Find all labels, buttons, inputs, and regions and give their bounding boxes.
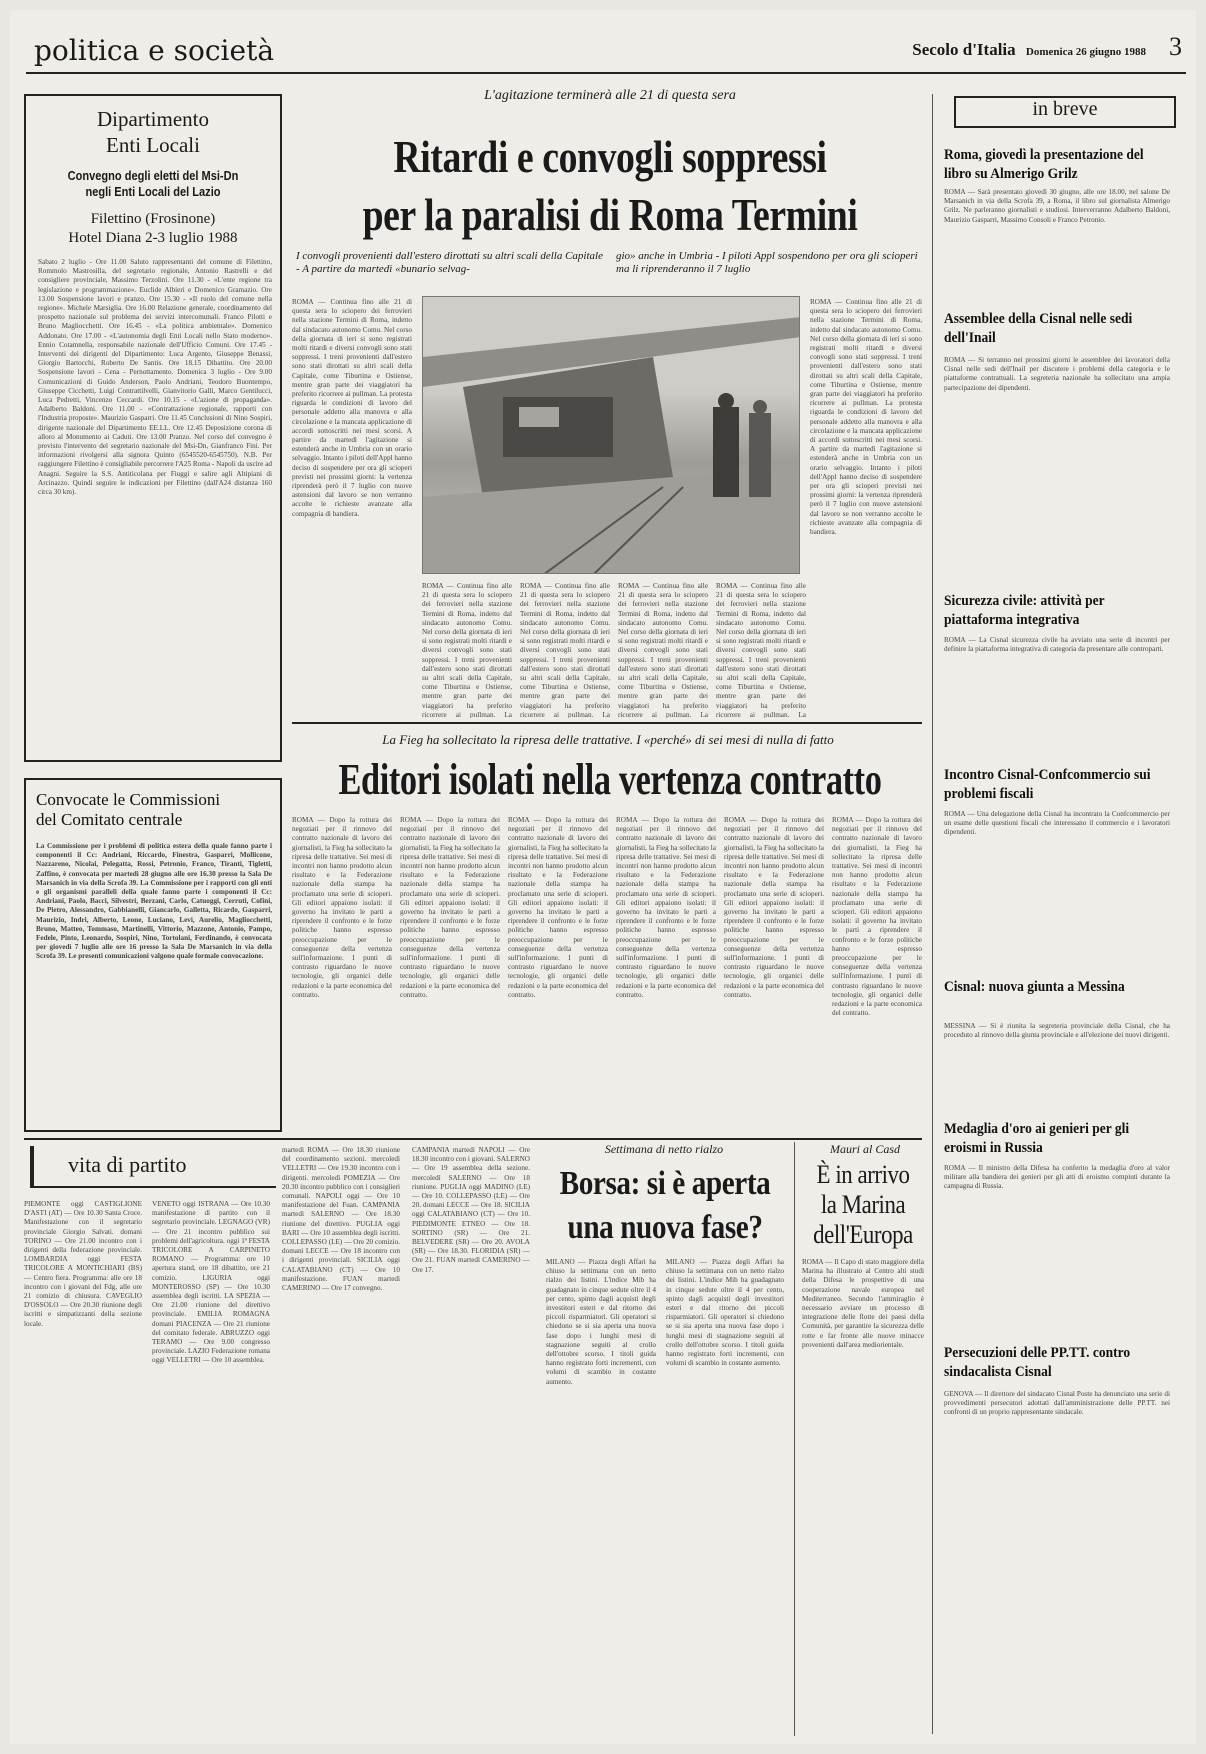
editori-top-rule [292,722,922,724]
editori-col2: ROMA — Dopo la rottura dei negoziati per il rinnovo del contratto nazionale di lavoro dei giornalisti, la Fieg ha sollecitato la ripresa delle trattative. Sei mesi di incontri non hanno prodotto alcun risultato e la Federazione nazionale della stampa ha proclamato una serie di scioperi. Gli editori appaiono isolati: il governo ha invitato le parti a riprendere il confronto e le forze politiche hanno espresso preoccupazione per le conseguenze della vertenza sull'informazione. I punti di contrasto riguardano le nuove tecnologie, gli organici delle redazioni e la parte economica del contratto. [400,816,500,999]
masthead [26,30,1186,74]
borsa-col2: MILANO — Piazza degli Affari ha chiuso la settimana con un netto rialzo dei listini. L'indice Mib ha guadagnato in cinque sedute oltre il 4 per cento, spinto dagli acquisti degli investitori esteri e dal ritorno dei piccoli risparmiatori. Gli operatori si chiedono se si sia aperta una nuova fase dopo i lunghi mesi di stagnazione seguiti al crollo dell'ottobre scorso. I titoli guida hanno registrato forti incrementi, con volumi di scambio in costante aumento. [666,1258,784,1368]
editori-kicker: La Fieg ha sollecitato la ripresa delle trattative. I «perché» di sei mesi di nulla di fatto [382,732,834,747]
inbreve-title-1: Roma, giovedì la presentazione del libro su Almerigo Grilz [944,147,1144,182]
page-number: 3 [1169,32,1182,61]
inbreve-title-3: Sicurezza civile: attività per piattaforma integrativa [944,593,1105,628]
borsa-col1: MILANO — Piazza degli Affari ha chiuso la settimana con un netto rialzo dei listini. L'indice Mib ha guadagnato in cinque sedute oltre il 4 per cento, spinto dagli acquisti degli investitori esteri e dal ritorno dei piccoli risparmiatori. Gli operatori si chiedono se si sia aperta una nuova fase dopo i lunghi mesi di stagnazione seguiti al crollo dell'ottobre scorso. I titoli guida hanno registrato forti incrementi, con volumi di scambio in costante aumento. [546,1258,656,1386]
marina-body: ROMA — Il Capo di stato maggiore della Marina ha illustrato al Centro alti studi della Difesa le prospettive di una cooperazione navale europea nel Mediterraneo. Secondo l'ammiraglio è necessario avviare un processo di integrazione delle flotte dei paesi della Comunità, per garantire la sicurezza delle rotte e far fronte alle nuove minacce provenienti dall'area mediorientale. [802,1258,924,1349]
inbreve-title-2: Assemblee della Cisnal nelle sedi dell'Inail [944,311,1133,346]
inbreve-title-7: Persecuzioni delle PP.TT. contro sindacalista Cisnal [944,1345,1131,1380]
vita-col4: CAMPANIA martedì NAPOLI — Ore 18.30 incontro con i giovani. SALERNO — Ore 19 assemblea della sezione. mercoledì SALERNO — Ore 18 riunione. PUGLIA oggi MADINO (LE) — Ore 10. COLLEPASSO (LE) — Ore 20. domani LECCE — Ore 18. SICILIA oggi CALATABIANO (CT) — Ore 10. PIEDIMONTE ETNEO — Ore 18. SORTINO (SR) — Ore 21. BELVEDERE (SR) — Ore 20. AVOLA (SR) — Ore 18.30. FLORIDIA (SR) — Ore 21. FUAN martedì CAMERINO — Ore 17. [412,1146,530,1274]
photo-illustration [423,297,800,574]
dipartimento-place-line1: Filettino (Frosinone) [90,211,216,227]
dipartimento-title-line1: Dipartimento [97,107,209,131]
marina-headline [804,1160,922,1250]
dipartimento-box [24,94,282,762]
dipartimento-subtitle-line1: Convegno degli eletti del Msi-Dn [67,168,239,183]
main-headline-line2: per la paralisi di Roma Termini [362,189,858,240]
paper-name [912,40,1146,60]
vita-di-partito-label: vita di partito [68,1152,187,1177]
vita-col1: PIEMONTE oggi CASTIGLIONE D'ASTI (AT) — Ore 10.30 Santa Croce. Manifestazione con il segretario provinciale Giorgio Salvati. domani TORINO — Ore 21.00 incontro con i dirigenti della federazione provinciale. LOMBARDIA oggi FESTA TRICOLORE A MONTICHIARI (BS) — Centro fiera. Programma: alle ore 18 incontro con i giovani del Fdg, alle ore 21 comizio di chiusura. CAVEGLIO D'OSSOLO — Ore 20.30 riunione degli iscritti e simpatizzanti della sezione locale. [24,1200,142,1328]
main-article-col6: ROMA — Continua fino alle 21 di questa sera lo sciopero dei ferrovieri nella stazione Termini di Roma, indetto dal sindacato autonomo Comu. Nel corso della giornata di ieri si sono registrati molti ritardi e diversi convogli sono stati soppressi. I treni provenienti dall'estero sono stati dirottati su altri scali della Capitale, come Tiburtina e Ostiense, mentre gran parte dei viaggiatori ha preferito ricorrere ai pullman. La protesta riguarda le condizioni di lavoro del personale addetto alla manovra e alla circolazione e la mancata applicazione di accordi sottoscritti nei mesi scorsi. A partire da martedì l'agitazione si estenderà anche in Umbria con un orario selvaggio. Intanto i piloti dell'Appl hanno deciso di sospendere per ora gli scioperi previsti nei prossimi giorni: la vertenza riprenderà però il 7 luglio con nuove astensioni dal lavoro se non verranno accolte le richieste avanzate alla compagnia di bandiera. [810,298,922,537]
in-breve-tab: in breve [954,96,1176,128]
inbreve-body-2: ROMA — Si terranno nei prossimi giorni le assemblee dei lavoratori della Cisnal nelle sedi dell'Inail per discutere i problemi della categoria e le piattaforme contrattuali. La segreteria nazionale ha sollecitato una ampia partecipazione dei dipendenti. [944,356,1170,392]
vita-col3: martedì ROMA — Ore 18.30 riunione del coordinamento sezioni. mercoledì VELLETRI — Ore 19.30 incontro con i dirigenti. mercoledì POMEZIA — Ore 20.30 incontro pubblico con i consiglieri comunali. NAPOLI oggi — Ore 10 manifestazione del Fuan. CAMPANIA martedì SALERNO — Ore 18.30 riunione del direttivo. PUGLIA oggi BARI — Ore 10 assemblea degli iscritti. COLLEPASSO (LE) — Ore 20 comizio. domani LECCE — Ore 18 incontro con i dirigenti provinciali. SICILIA oggi CALATABIANO (CT) — Ore 10 manifestazione. FUAN martedì CAMERINO — Ore 17 convegno. [282,1146,400,1293]
marina-headline-line1: È in arrivo [816,1160,910,1189]
inbreve-body-6: ROMA — Il ministro della Difesa ha conferito la medaglia d'oro al valor militare alla bandiera dei genieri per gli atti di eroismo compiuti durante la campagna di Russia. [944,1164,1170,1191]
main-deck-left: I convogli provenienti dall'estero dirottati su altri scali della Capitale - A partire da martedì «bunario selvag- [296,250,603,275]
main-headline-line1: Ritardi e convogli soppressi [393,131,827,182]
inbreve-title-6: Medaglia d'oro ai genieri per gli eroismi in Russia [944,1121,1130,1156]
inbreve-title-5: Cisnal: nuova giunta a Messina [944,979,1125,995]
editori-col6: ROMA — Dopo la rottura dei negoziati per il rinnovo del contratto nazionale di lavoro dei giornalisti, la Fieg ha sollecitato la ripresa delle trattative. Sei mesi di incontri non hanno prodotto alcun risultato e la Federazione nazionale della stampa ha proclamato una serie di scioperi. Gli editori appaiono isolati: il governo ha invitato le parti a riprendere il confronto e le forze politiche hanno espresso preoccupazione per le conseguenze della vertenza sull'informazione. I punti di contrasto riguardano le nuove tecnologie, gli organici delle redazioni e la parte economica del contratto. [832,816,922,1018]
commissioni-body: La Commissione per i problemi di politica estera della quale fanno parte i componenti il Cc: Andriani, Riccardo, Finestra, Gasparri, Mollicone, Nazzareno, Nicolai, Pelegatta, Rossi, Petronio, Franco, Tiranti, Tigletti, Zaffino, è convocata per martedì 28 giugno alle ore 16.30 presso la Sala De Marsanich in via della Scrofa 39. La Commissione per i rapporti con gli enti e gli organismi paralleli della quale fanno parte i componenti il Cc: Andriani, Paolo, Bacci, Silvestri, Berzani, Carlo, Catuoggi, Cerruti, Cofini, De Pietro, Alessandro, Gabbianelli, Giancarlo, Galletta, Ricardo, Gasparri, Maurizio, Indri, Alberto, Leone, Luciano, Levi, Aurelio, Magliocchetti, Bruno, Matteo, Tommaso, Martinelli, Vittorio, Mazzone, Antonio, Pampo, Fedele, Pinto, Leonardo, Sospiri, Nino, Tortolani, Ferdinando, è convocata per giovedì 7 luglio alle ore 16 presso la Sala De Marsanich in via della Scrofa 39. Le presenti comunicazioni valgono quale formale convocazione. [36,842,272,961]
commissioni-box [24,778,282,1132]
inbreve-body-1: ROMA — Sarà presentato giovedì 30 giugno, alle ore 18.00, nel salone De Marsanich in via della Scrofa 39, a Roma, il libro sul giornalista Almerigo Grilz. Ne parleranno giornalisti e studiosi. Interverranno Adalberto Baldoni, Maurizio Gasparri, Massimo Consoli e Franco Petronio. [944,188,1170,224]
commissioni-title-line2: del Comitato centrale [36,810,183,829]
marina-kicker: Mauri al Casd [829,1142,900,1156]
main-article-col5: ROMA — Continua fino alle 21 di questa sera lo sciopero dei ferrovieri nella stazione Termini di Roma, indetto dal sindacato autonomo Comu. Nel corso della giornata di ieri si sono registrati molti ritardi e diversi convogli sono stati soppressi. I treni provenienti dall'estero sono stati dirottati su altri scali della Capitale, come Tiburtina e Ostiense, mentre gran parte dei viaggiatori ha preferito ricorrere ai pullman. La [716,582,806,718]
section-title: politica e società [34,34,275,67]
train-station-photo [422,296,800,574]
paper-title: Secolo d'Italia [912,40,1016,59]
editori-col5: ROMA — Dopo la rottura dei negoziati per il rinnovo del contratto nazionale di lavoro dei giornalisti, la Fieg ha sollecitato la ripresa delle trattative. Sei mesi di incontri non hanno prodotto alcun risultato e la Federazione nazionale della stampa ha proclamato una serie di scioperi. Gli editori appaiono isolati: il governo ha invitato le parti a riprendere il confronto e le forze politiche hanno espresso preoccupazione per le conseguenze della vertenza sull'informazione. I punti di contrasto riguardano le nuove tecnologie, gli organici delle redazioni e la parte economica del contratto. [724,816,824,999]
editori-col1: ROMA — Dopo la rottura dei negoziati per il rinnovo del contratto nazionale di lavoro dei giornalisti, la Fieg ha sollecitato la ripresa delle trattative. Sei mesi di incontri non hanno prodotto alcun risultato e la Federazione nazionale della stampa ha proclamato una serie di scioperi. Gli editori appaiono isolati: il governo ha invitato le parti a riprendere il confronto e le forze politiche hanno espresso preoccupazione per le conseguenze della vertenza sull'informazione. I punti di contrasto riguardano le nuove tecnologie, gli organici delle redazioni e la parte economica del contratto. [292,816,392,999]
marina-divider [794,1142,795,1736]
marina-headline-line3: dell'Europa [813,1220,913,1249]
borsa-kicker: Settimana di netto rialzo [604,1142,724,1156]
inbreve-body-4: ROMA — Una delegazione della Cisnal ha incontrato la Confcommercio per un esame delle questioni fiscali che interessano il commercio e i lavoratori dipendenti. [944,810,1170,837]
inbreve-body-7: GENOVA — Il direttore del sindacato Cisnal Poste ha denunciato una serie di provvedimenti persecutori adottati dall'amministrazione delle PP.TT. nei confronti di un proprio rappresentante sindacale. [944,1390,1170,1417]
vita-di-partito-tab [30,1146,276,1188]
dipartimento-title-line2: Enti Locali [106,133,200,157]
main-kicker: L'agitazione terminerà alle 21 di questa sera [484,88,736,103]
commissioni-title [36,790,272,830]
inbreve-body-3: ROMA — La Cisnal sicurezza civile ha avviato una serie di incontri per definire la piattaforma integrativa di categoria da presentare alle controparti. [944,636,1170,654]
editori-headline: Editori isolati nella vertenza contratto [338,755,882,804]
dipartimento-title [26,106,280,158]
editori-col4: ROMA — Dopo la rottura dei negoziati per il rinnovo del contratto nazionale di lavoro dei giornalisti, la Fieg ha sollecitato la ripresa delle trattative. Sei mesi di incontri non hanno prodotto alcun risultato e la Federazione nazionale della stampa ha proclamato una serie di scioperi. Gli editori appaiono isolati: il governo ha invitato le parti a riprendere il confronto e le forze politiche hanno espresso preoccupazione per le conseguenze della vertenza sull'informazione. I punti di contrasto riguardano le nuove tecnologie, gli organici delle redazioni e la parte economica del contratto. [616,816,716,999]
main-headline [331,128,889,244]
borsa-headline-line2: una nuova fase? [567,1209,763,1246]
inbreve-divider [932,94,933,1734]
dipartimento-place-line2: Hotel Diana 2-3 luglio 1988 [68,230,238,246]
commissioni-title-line1: Convocate le Commissioni [36,790,221,809]
borsa-headline [549,1162,781,1250]
borsa-headline-line1: Borsa: si è aperta [559,1165,771,1202]
bottom-section-rule [24,1138,922,1140]
marina-headline-line2: la Marina [820,1190,906,1219]
dipartimento-subtitle-line2: negli Enti Locali del Lazio [85,184,221,199]
dipartimento-place [26,210,280,248]
editori-col3: ROMA — Dopo la rottura dei negoziati per il rinnovo del contratto nazionale di lavoro dei giornalisti, la Fieg ha sollecitato la ripresa delle trattative. Sei mesi di incontri non hanno prodotto alcun risultato e la Federazione nazionale della stampa ha proclamato una serie di scioperi. Gli editori appaiono isolati: il governo ha invitato le parti a riprendere il confronto e le forze politiche hanno espresso preoccupazione per le conseguenze della vertenza sull'informazione. I punti di contrasto riguardano le nuove tecnologie, gli organici delle redazioni e la parte economica del contratto. [508,816,608,999]
inbreve-title-4: Incontro Cisnal-Confcommercio sui problemi fiscali [944,767,1151,802]
inbreve-body-5: MESSINA — Si è riunita la segreteria provinciale della Cisnal, che ha proceduto al rinnovo della giunta provinciale e all'elezione dei nuovi dirigenti. [944,1022,1170,1040]
main-article-col1: ROMA — Continua fino alle 21 di questa sera lo sciopero dei ferrovieri nella stazione Termini di Roma, indetto dal sindacato autonomo Comu. Nel corso della giornata di ieri si sono registrati molti ritardi e diversi convogli sono stati soppressi. I treni provenienti dall'estero sono stati dirottati su altri scali della Capitale, come Tiburtina e Ostiense, mentre gran parte dei viaggiatori ha preferito ricorrere ai pullman. La protesta riguarda le condizioni di lavoro del personale addetto alla manovra e alla circolazione e la mancata applicazione di accordi sottoscritti nei mesi scorsi. A partire da martedì l'agitazione si estenderà anche in Umbria con un orario selvaggio. Intanto i piloti dell'Appl hanno deciso di sospendere per ora gli scioperi previsti nei prossimi giorni: la vertenza riprenderà però il 7 luglio con nuove astensioni dal lavoro se non verranno accolte le richieste avanzate alla compagnia di bandiera. [292,298,412,518]
dipartimento-body: Sabato 2 luglio - Ore 11.00 Saluto rappresentanti del comune di Filettino, Rommolo Mastrosilla, del segretario regionale, Antonio Rastrelli e del consigliere provinciale, Massimo Terzolini. Ore 11.30 - «L'ente regione tra legislazione e programmazione». Euclide Albieri e Domenico Gramazio. Ore 13.00 Sospensione lavori e pranzo. Ore 15.30 - «Il ruolo del comune nella regione». Michele Marsiglia. Ore 16.00 Relazione generale, coordinamento del prospetto nazionale sul problema dei servizi intercomunali. Franco Pilotti e Bruno Magliocchetti. Ore 16.45 - «La politica ambientale». Domenico Addonato. Ore 17.00 - «L'autonomia degli Enti Locali nello Stato moderno». Ennio Cotamnella, responsabile nazionale dell'Ufficio Comuni. Ore 17.45 - Interventi dei dirigenti del Dipartimento: Luca Argento, Giuseppe Benassi, Giorgio Bartocchi, Roberto De Santis. Ore 18.15 Dibattito. Ore 20.00 Sospensione lavori - Cena - Pernottamento. Domenica 3 luglio - Ore 9.00 Comunicazioni di Guido Anderson, Paolo Andriani, Teodoro Buontempo, Giuseppe Cicchetti, Luigi Contrattilvelli, Gianvitorio Galli, Marco Gentilucci, Luca Pedretti, Vincenzo Ceccardi. Ore 10.15 - «L'azione di propaganda». Adalberto Baldoni. Ore 11.00 - «Contrattazione regionale, rapporti con l'Industria proposte». Maurizio Gasparri. Ore 11.45 Conclusioni di Nino Sospiri, dirigente nazionale del Dipartimento EE.LL. Ore 12.45 Deposizione corona di alloro al Monumento ai Caduti. Ore 13.00 Pranzo. Nel corso del convegno è previsto l'intervento del segretario nazionale del Msi-Dn, Gianfranco Fini. Per informazioni rivolgersi alla signora Quinto (6545520-6545750). N.B. Per raggiungere Filettino è consigliabile percorrere l'A25 Roma - Napoli da uscire ad Anagni. Seguire la S.S. Antiticolana per Fiuggi e salire agli Altipiani di Arcinazzo. Quindi seguire le indicazioni per Filettino (dall'A24 distanza 160 circa 30 km). [38,258,272,497]
vita-col2: VENETO oggi ISTRANA — Ore 10.30 manifestazione di partito con il segretario provinciale. LEGNAGO (VR) — Ore 21 incontro pubblico sui problemi dell'agricoltura. oggi 1ª FESTA TRICOLORE A CARPINETO ROMANO — Programma: ore 10 apertura stand, ore 18 dibattito, ore 21 comizio. LIGURIA oggi MONTEROSSO (SP) — Ore 10.30 assemblea degli iscritti. LA SPEZIA — Ore 21.00 riunione del direttivo provinciale. EMILIA ROMAGNA domani PIACENZA — Ore 21 riunione del comitato federale. ABRUZZO oggi TERAMO — Ore 9.00 congresso provinciale. LAZIO Federazione romana oggi VELLETRI — Ore 10 assemblea. [152,1200,270,1365]
main-article-col2: ROMA — Continua fino alle 21 di questa sera lo sciopero dei ferrovieri nella stazione Termini di Roma, indetto dal sindacato autonomo Comu. Nel corso della giornata di ieri si sono registrati molti ritardi e diversi convogli sono stati soppressi. I treni provenienti dall'estero sono stati dirottati su altri scali della Capitale, come Tiburtina e Ostiense, mentre gran parte dei viaggiatori ha preferito ricorrere ai pullman. La [422,582,512,718]
issue-date: Domenica 26 giugno 1988 [1025,46,1146,58]
main-article-col3: ROMA — Continua fino alle 21 di questa sera lo sciopero dei ferrovieri nella stazione Termini di Roma, indetto dal sindacato autonomo Comu. Nel corso della giornata di ieri si sono registrati molti ritardi e diversi convogli sono stati soppressi. I treni provenienti dall'estero sono stati dirottati su altri scali della Capitale, come Tiburtina e Ostiense, mentre gran parte dei viaggiatori ha preferito ricorrere ai pullman. La [520,582,610,718]
dipartimento-subtitle [52,168,254,200]
main-article-col4: ROMA — Continua fino alle 21 di questa sera lo sciopero dei ferrovieri nella stazione Termini di Roma, indetto dal sindacato autonomo Comu. Nel corso della giornata di ieri si sono registrati molti ritardi e diversi convogli sono stati soppressi. I treni provenienti dall'estero sono stati dirottati su altri scali della Capitale, come Tiburtina e Ostiense, mentre gran parte dei viaggiatori ha preferito ricorrere ai pullman. La [618,582,708,718]
newspaper-page [10,10,1196,1744]
main-deck-right: gio» anche in Umbria - I piloti Appl sospendono per ora gli scioperi ma li riprenderanno il 7 luglio [616,250,918,275]
